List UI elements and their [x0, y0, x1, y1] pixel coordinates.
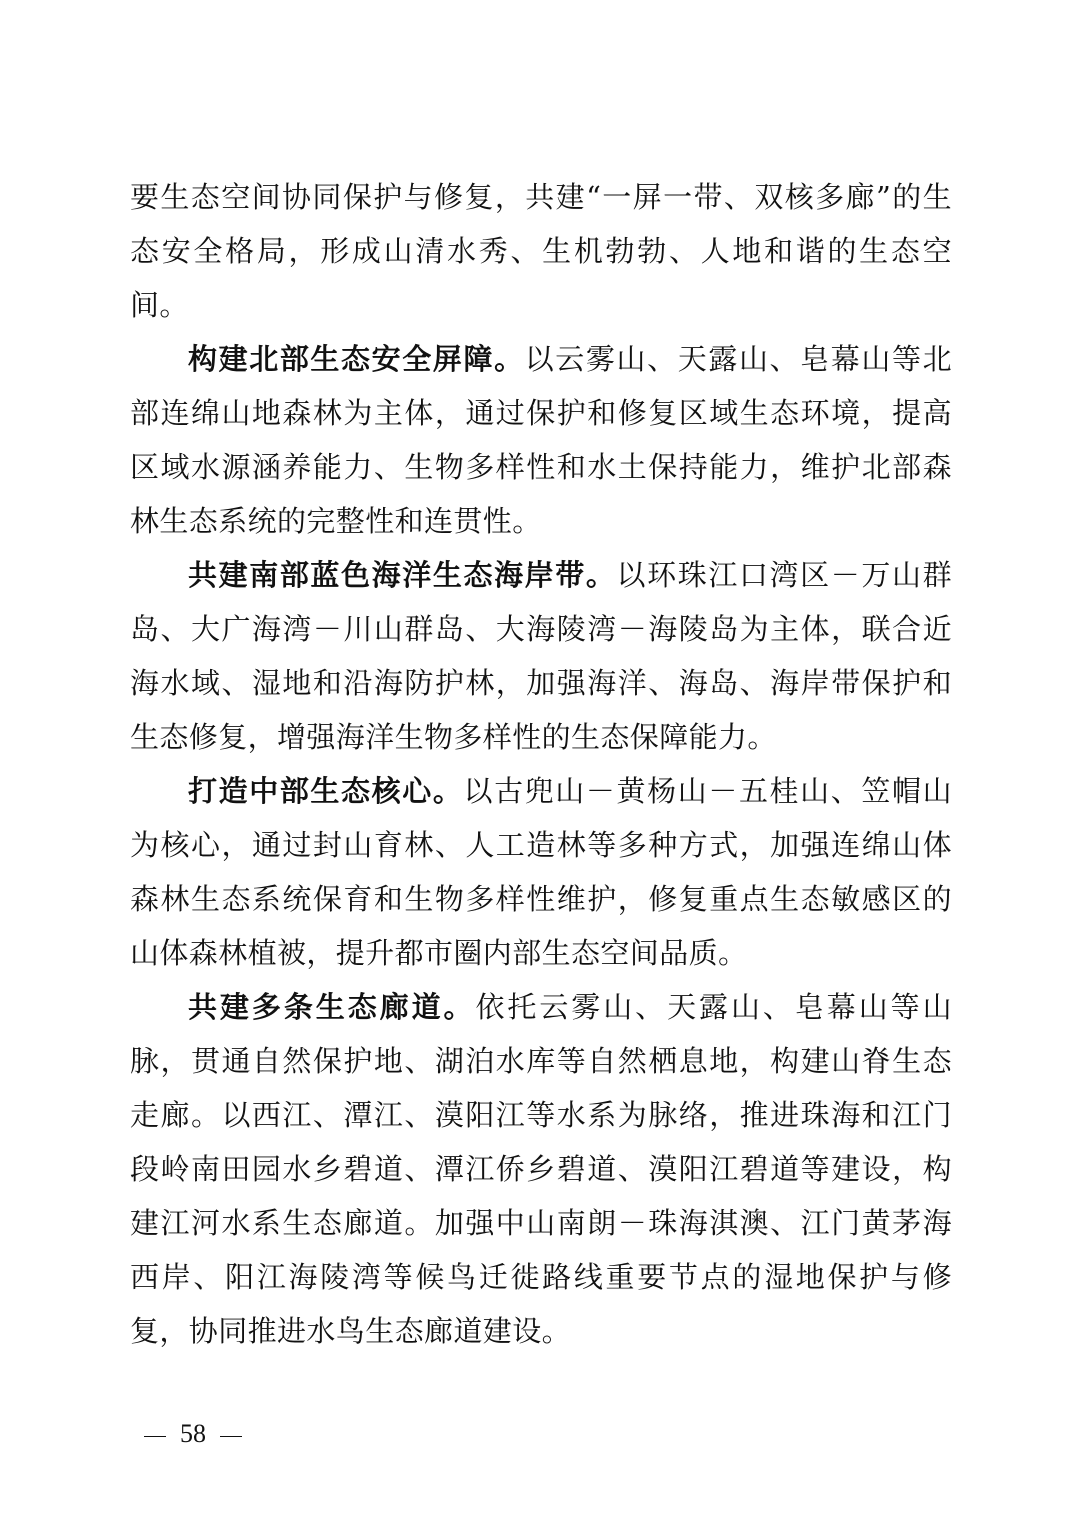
paragraph-northern-barrier — [130, 332, 952, 548]
page-number-dash-right — [220, 1436, 242, 1437]
paragraph-lead: 共建南部蓝色海洋生态海岸带。 — [188, 558, 617, 592]
paragraph-central-core — [130, 764, 952, 980]
paragraph-lead: 打造中部生态核心。 — [188, 774, 464, 808]
paragraph-corridors — [130, 980, 952, 1358]
paragraph-lead: 共建多条生态廊道。 — [188, 990, 476, 1024]
paragraph-text: 要生态空间协同保护与修复，共建“一屏一带、双核多廊”的生态安全格局，形成山清水秀、生机勃勃、人地和谐的生态空间。 — [130, 180, 952, 322]
page-footer — [130, 1414, 256, 1454]
paragraph-continuation — [130, 170, 952, 332]
page-number-dash-left — [144, 1436, 166, 1437]
page-number: 58 — [180, 1419, 206, 1448]
paragraph-text: 以古兜山－黄杨山－五桂山、笠帽山为核心，通过封山育林、人工造林等多种方式，加强连绵山体森林生态系统保育和生物多样性维护，修复重点生态敏感区的山体森林植被，提升都市圈内部生态空间品质。 — [130, 774, 953, 970]
document-body — [130, 170, 952, 1358]
paragraph-southern-coast — [130, 548, 952, 764]
paragraph-text: 以云雾山、天露山、皂幕山等北部连绵山地森林为主体，通过保护和修复区域生态环境，提高区域水源涵养能力、生物多样性和水土保持能力，维护北部森林生态系统的完整性和连贯性。 — [130, 342, 952, 538]
paragraph-text: 依托云雾山、天露山、皂幕山等山脉，贯通自然保护地、湖泊水库等自然栖息地，构建山脊生态走廊。以西江、潭江、漠阳江等水系为脉络，推进珠海和江门段岭南田园水乡碧道、潭江侨乡碧道、漠阳江碧道等建设，构建江河水系生态廊道。加强中山南朗－珠海淇澳、江门黄茅海西岸、阳江海陵湾等候鸟迁徙路线重要节点的湿地保护与修复，协同推进水鸟生态廊道建设。 — [130, 990, 952, 1348]
paragraph-lead: 构建北部生态安全屏障。 — [188, 342, 525, 376]
paragraph-text: 以环珠江口湾区－万山群岛、大广海湾－川山群岛、大海陵湾－海陵岛为主体，联合近海水域、湿地和沿海防护林，加强海洋、海岛、海岸带保护和生态修复，增强海洋生物多样性的生态保障能力。 — [130, 558, 952, 754]
